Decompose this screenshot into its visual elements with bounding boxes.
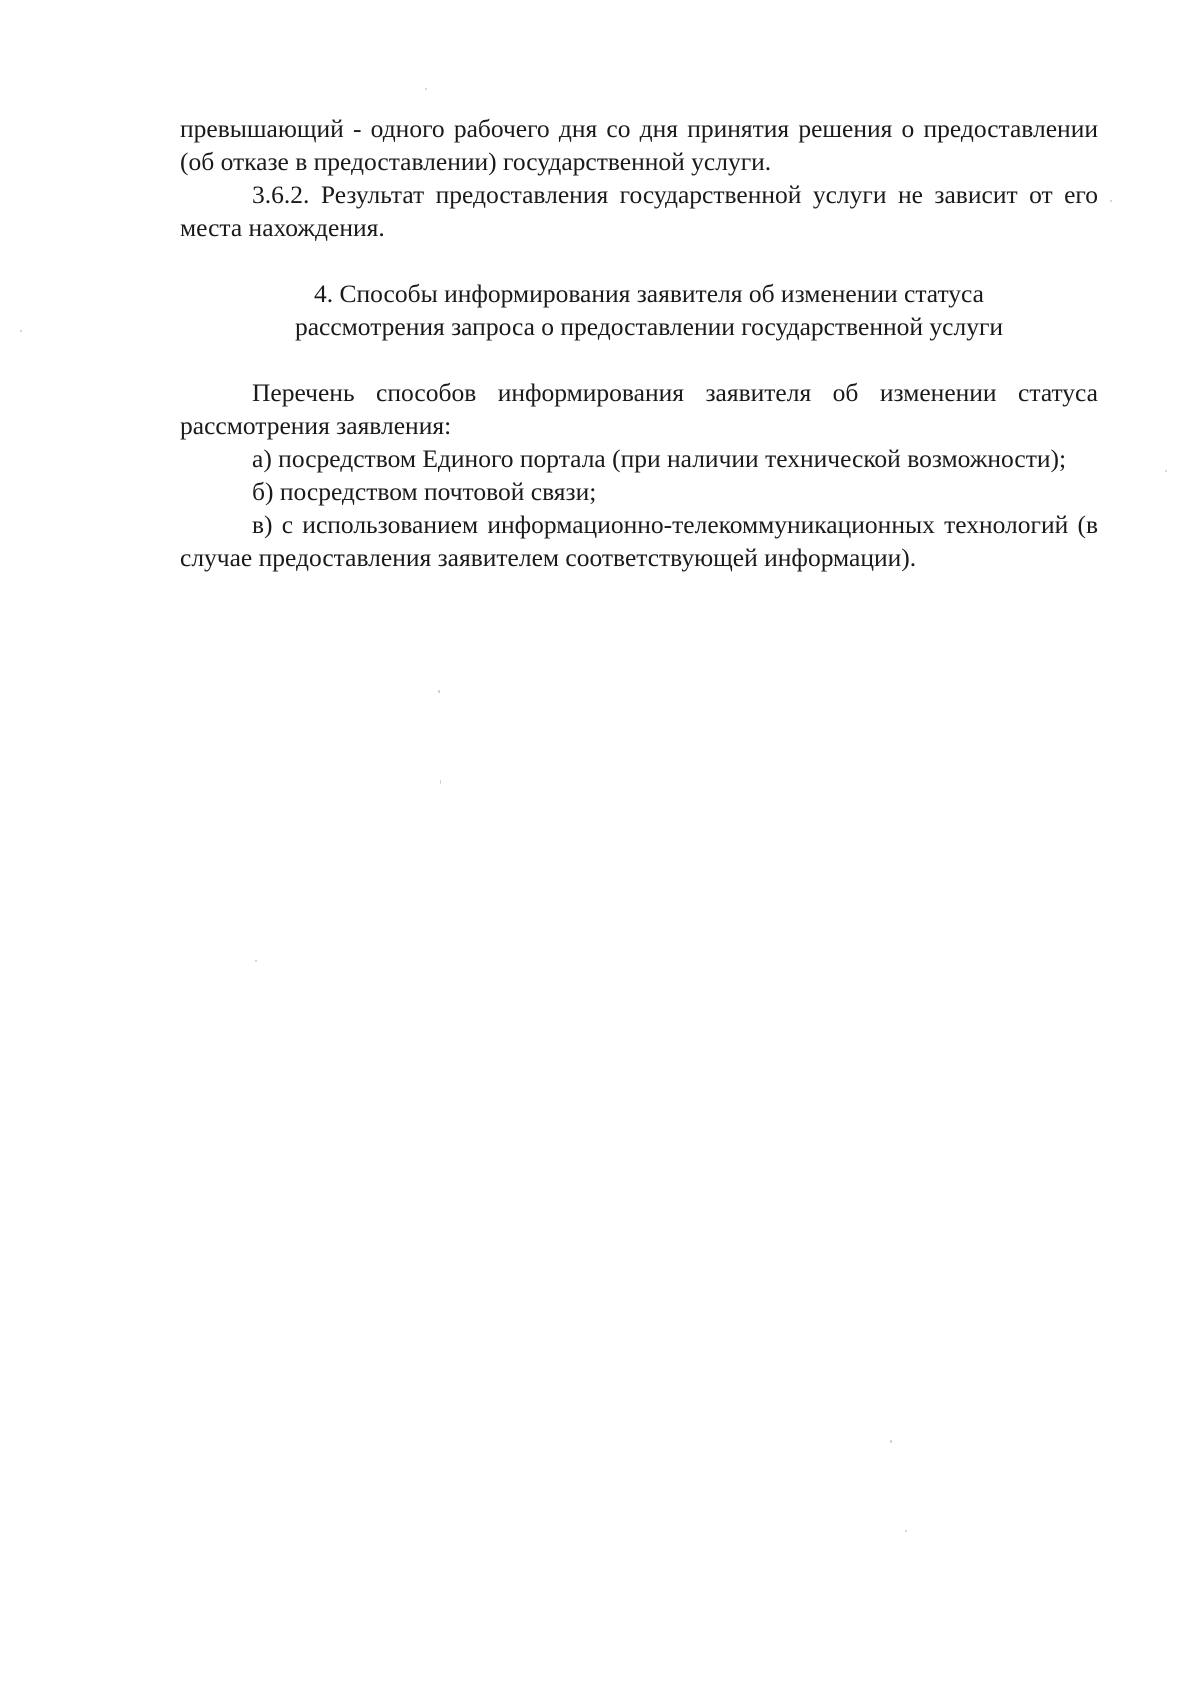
section-heading-line-2: рассмотрения запроса о предоставлении государственной услуги bbox=[294, 312, 1004, 341]
scan-speck bbox=[438, 690, 440, 693]
spacer bbox=[180, 343, 1098, 376]
list-intro: Перечень способов информирования заявителя об изменении статуса рассмотрения заявления: bbox=[180, 378, 1098, 440]
paragraph-3-6-2: 3.6.2. Результат предоставления государственной услуги не зависит от его места нахождения. bbox=[180, 180, 1098, 242]
scan-speck bbox=[440, 780, 441, 784]
scan-speck bbox=[20, 330, 22, 332]
section-heading bbox=[180, 277, 1098, 343]
scan-speck bbox=[905, 1530, 907, 1532]
list-item-v: в) с использованием информационно-телекоммуникационных технологий (в случае предоставления заявителем соответствующей информации). bbox=[180, 510, 1098, 572]
paragraph-continuation: превышающий - одного рабочего дня со дня принятия решения о предоставлении (об отказе в предоставлении) государственной услуги. bbox=[180, 114, 1098, 176]
spacer bbox=[180, 244, 1098, 277]
list-item-b: б) посредством почтовой связи; bbox=[252, 477, 597, 506]
document-body bbox=[180, 112, 1098, 574]
scan-speck bbox=[255, 960, 257, 962]
scan-speck bbox=[890, 1440, 892, 1443]
scan-speck bbox=[1165, 470, 1167, 472]
list-item-a: а) посредством Единого портала (при наличии технической возможности); bbox=[252, 444, 1067, 473]
scan-speck bbox=[425, 88, 427, 90]
section-heading-line-1: 4. Способы информирования заявителя об изменении статуса bbox=[314, 279, 984, 308]
scan-speck bbox=[1110, 200, 1112, 202]
